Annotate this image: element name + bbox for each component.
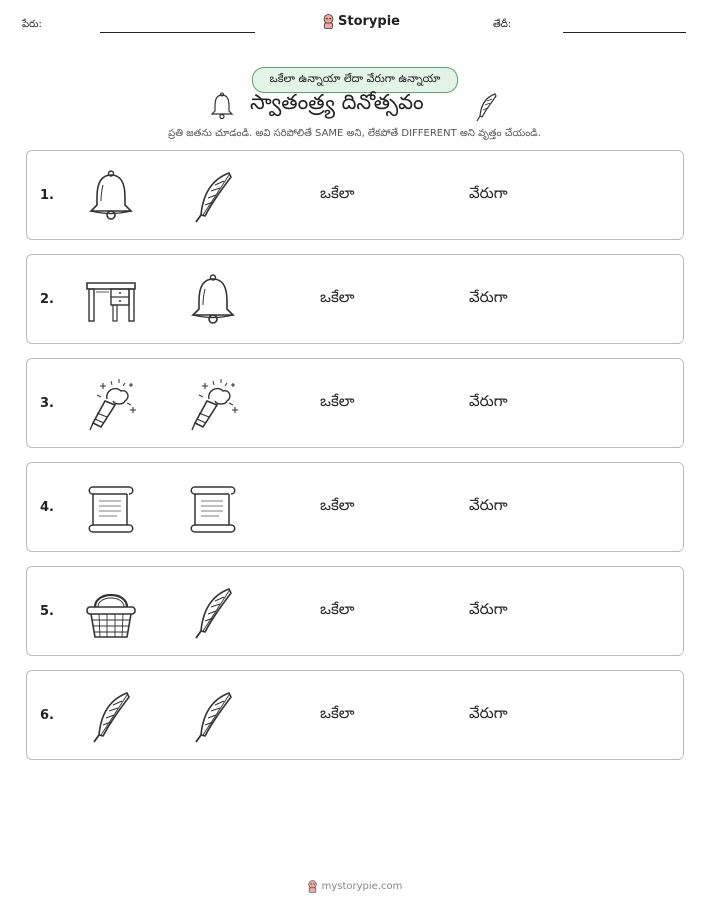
bell-icon xyxy=(209,92,235,120)
bell-icon xyxy=(185,273,241,329)
same-option[interactable]: ఒకేలా xyxy=(320,288,355,306)
question-row-5 xyxy=(26,566,684,656)
activity-badge: ఒకేలా ఉన్నాయా లేదా వేరుగా ఉన్నాయా xyxy=(252,67,458,93)
feather-icon xyxy=(83,689,139,745)
question-row-2 xyxy=(26,254,684,344)
same-option[interactable]: ఒకేలా xyxy=(320,184,355,202)
different-option[interactable]: వేరుగా xyxy=(469,704,508,722)
different-option[interactable]: వేరుగా xyxy=(469,288,508,306)
question-row-4 xyxy=(26,462,684,552)
instructions: ప్రతి జతను చూడండి. అవి సరిపోలితే SAME అని, లేకపోతే DIFFERENT అని వృత్తం చేయండి. xyxy=(168,128,541,139)
mascot-icon xyxy=(307,880,318,893)
firecracker-icon xyxy=(185,377,241,433)
footer xyxy=(0,880,709,893)
scroll-icon xyxy=(83,481,139,537)
date-field[interactable] xyxy=(563,32,686,33)
question-number: 2. xyxy=(40,292,54,307)
different-option[interactable]: వేరుగా xyxy=(469,496,508,514)
same-option[interactable]: ఒకేలా xyxy=(320,496,355,514)
name-field[interactable] xyxy=(100,32,255,33)
date-label: తేదీ: xyxy=(493,19,512,30)
scroll-icon xyxy=(185,481,241,537)
question-number: 5. xyxy=(40,604,54,619)
question-row-3 xyxy=(26,358,684,448)
desk-icon xyxy=(83,273,139,329)
page-title: స్వాతంత్ర్య దినోత్సవం xyxy=(250,90,424,114)
basket-icon xyxy=(83,585,139,641)
question-number: 6. xyxy=(40,708,54,723)
feather-icon xyxy=(474,92,500,122)
different-option[interactable]: వేరుగా xyxy=(469,600,508,618)
question-number: 1. xyxy=(40,188,54,203)
feather-icon xyxy=(185,689,241,745)
brand-logo xyxy=(322,14,400,29)
different-option[interactable]: వేరుగా xyxy=(469,392,508,410)
question-row-6 xyxy=(26,670,684,760)
question-number: 3. xyxy=(40,396,54,411)
different-option[interactable]: వేరుగా xyxy=(469,184,508,202)
same-option[interactable]: ఒకేలా xyxy=(320,392,355,410)
bell-icon xyxy=(83,169,139,225)
same-option[interactable]: ఒకేలా xyxy=(320,704,355,722)
firecracker-icon xyxy=(83,377,139,433)
name-label: పేరు: xyxy=(22,19,42,30)
title-row xyxy=(0,90,709,122)
brand-name: Storypie xyxy=(338,14,400,29)
feather-icon xyxy=(185,585,241,641)
question-number: 4. xyxy=(40,500,54,515)
header-bar xyxy=(0,14,709,36)
same-option[interactable]: ఒకేలా xyxy=(320,600,355,618)
mascot-icon xyxy=(322,14,335,29)
question-row-1 xyxy=(26,150,684,240)
footer-site[interactable]: mystorypie.com xyxy=(321,881,403,892)
feather-icon xyxy=(185,169,241,225)
